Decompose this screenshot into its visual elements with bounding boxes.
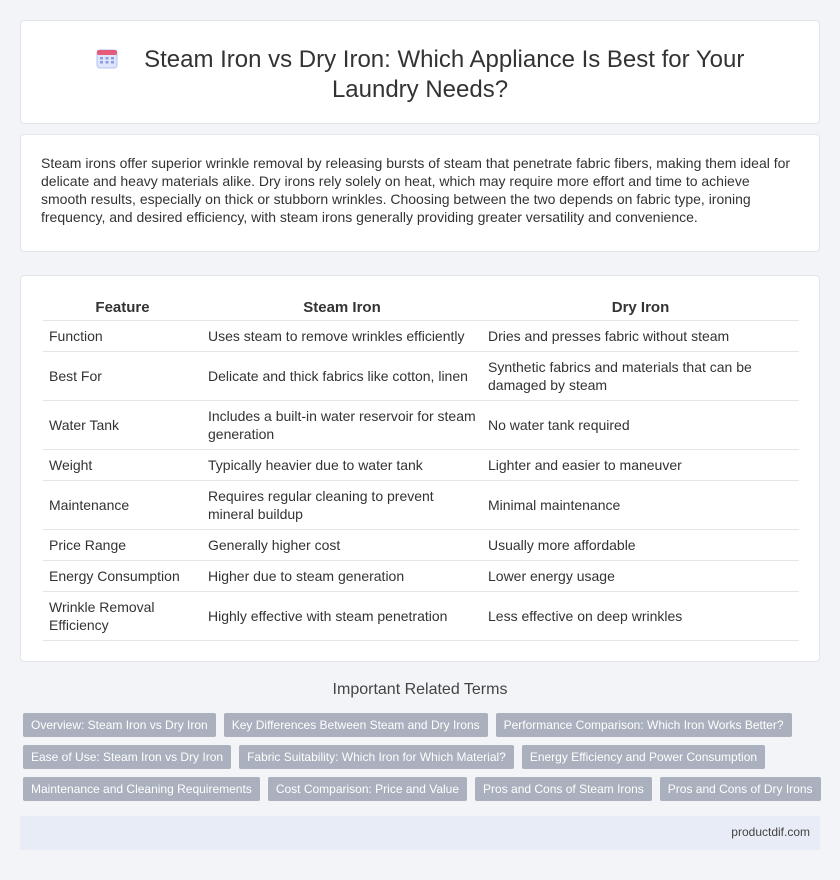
dry-iron-cell: Lighter and easier to maneuver (482, 449, 799, 480)
feature-cell: Wrinkle Removal Efficiency (43, 591, 202, 640)
feature-cell: Best For (43, 351, 202, 400)
table-header-row (43, 296, 799, 320)
feature-cell: Energy Consumption (43, 560, 202, 591)
steam-iron-cell: Higher due to steam generation (202, 560, 482, 591)
header-feature: Feature (43, 296, 202, 320)
dry-iron-cell: Minimal maintenance (482, 480, 799, 529)
dry-iron-cell: Dries and presses fabric without steam (482, 320, 799, 351)
dry-iron-cell: No water tank required (482, 400, 799, 449)
title-wrap (61, 45, 779, 105)
dry-iron-cell: Usually more affordable (482, 529, 799, 560)
steam-iron-cell: Includes a built-in water reservoir for steam generation (202, 400, 482, 449)
table-row (43, 591, 799, 640)
calendar-icon (96, 47, 118, 69)
comparison-table (43, 296, 799, 641)
related-tag[interactable]: Overview: Steam Iron vs Dry Iron (23, 713, 216, 737)
related-tag[interactable]: Pros and Cons of Dry Irons (660, 777, 821, 801)
table-row (43, 400, 799, 449)
tag-row (23, 777, 823, 801)
steam-iron-cell: Requires regular cleaning to prevent mineral buildup (202, 480, 482, 529)
related-terms-heading: Important Related Terms (332, 681, 508, 698)
feature-cell: Function (43, 320, 202, 351)
comparison-table-card (20, 275, 820, 662)
steam-iron-cell: Generally higher cost (202, 529, 482, 560)
tag-row (23, 713, 823, 737)
feature-cell: Maintenance (43, 480, 202, 529)
table-row (43, 480, 799, 529)
table-row (43, 351, 799, 400)
page-title: Steam Iron vs Dry Iron: Which Appliance Is Best for Your Laundry Needs? (144, 46, 745, 103)
related-tag[interactable]: Maintenance and Cleaning Requirements (23, 777, 260, 801)
table-row (43, 529, 799, 560)
related-tag[interactable]: Pros and Cons of Steam Irons (475, 777, 652, 801)
feature-cell: Price Range (43, 529, 202, 560)
dry-iron-cell: Lower energy usage (482, 560, 799, 591)
related-tag[interactable]: Cost Comparison: Price and Value (268, 777, 467, 801)
header-steam-iron: Steam Iron (202, 296, 482, 320)
steam-iron-cell: Highly effective with steam penetration (202, 591, 482, 640)
related-tag[interactable]: Performance Comparison: Which Iron Works Better? (496, 713, 792, 737)
table-row (43, 449, 799, 480)
feature-cell: Water Tank (43, 400, 202, 449)
intro-card (20, 134, 820, 252)
related-tag[interactable]: Key Differences Between Steam and Dry Irons (224, 713, 488, 737)
steam-iron-cell: Delicate and thick fabrics like cotton, linen (202, 351, 482, 400)
header-dry-iron: Dry Iron (482, 296, 799, 320)
tag-row (23, 745, 823, 769)
steam-iron-cell: Typically heavier due to water tank (202, 449, 482, 480)
dry-iron-cell: Synthetic fabrics and materials that can be damaged by steam (482, 351, 799, 400)
feature-cell: Weight (43, 449, 202, 480)
related-tag[interactable]: Ease of Use: Steam Iron vs Dry Iron (23, 745, 231, 769)
footer-site-link[interactable]: productdif.com (731, 825, 810, 839)
related-tag[interactable]: Energy Efficiency and Power Consumption (522, 745, 765, 769)
table-row (43, 560, 799, 591)
related-tag[interactable]: Fabric Suitability: Which Iron for Which Material? (239, 745, 514, 769)
title-card (20, 20, 820, 124)
steam-iron-cell: Uses steam to remove wrinkles efficiently (202, 320, 482, 351)
table-row (43, 320, 799, 351)
related-terms-tags (23, 713, 823, 809)
intro-paragraph: Steam irons offer superior wrinkle removal by releasing bursts of steam that penetrate fabric fibers, making them ideal for delicate and heavy materials alike. Dry irons rely solely on heat, which may require more effort and time to achieve smooth results, especially on thick or stubborn wrinkles. Choosing between the two depends on fabric type, ironing frequency, and desired efficiency, with steam irons generally providing greater versatility and convenience. (41, 155, 791, 225)
footer (20, 816, 820, 850)
dry-iron-cell: Less effective on deep wrinkles (482, 591, 799, 640)
